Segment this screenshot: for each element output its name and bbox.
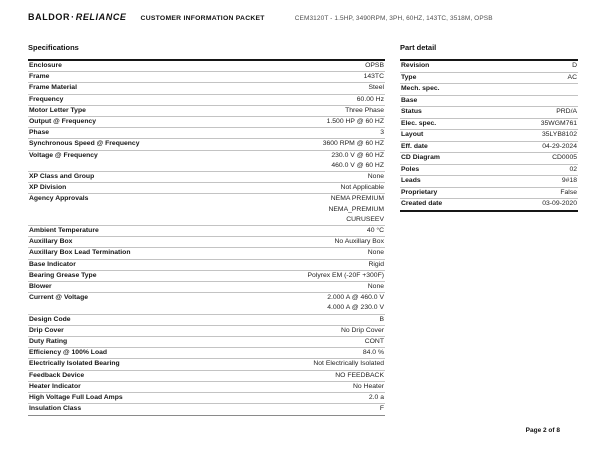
row-values [313,359,384,369]
table-row [28,371,385,382]
table-row [400,73,578,85]
table-row [28,337,385,348]
row-label: Efficiency @ 100% Load [29,349,108,357]
row-label: Motor Letter Type [29,106,86,114]
row-value: NEMA PREMIUM [330,195,384,203]
row-label: Created date [401,200,443,207]
row-values [369,393,384,403]
row-value: Three Phase [345,106,384,114]
table-row [400,176,578,188]
row-label: Proprietary [401,188,438,196]
row-value: 35LYB8102 [541,131,577,138]
table-row [28,282,385,293]
table-row [28,83,385,94]
row-values [542,142,577,153]
table-row [28,271,385,282]
row-label: Bearing Grease Type [29,271,97,279]
row-value: 2.000 A @ 460.0 V [327,294,384,302]
row-value: Not Electrically Isolated [313,360,384,368]
table-row [28,139,385,150]
row-values [357,95,384,105]
row-values [569,165,577,176]
row-value: 3 [380,129,384,137]
table-row [28,293,385,314]
table-row [400,84,578,96]
table-row [28,72,385,83]
row-value: NEMA_PREMIUM [328,205,384,213]
row-values [542,130,577,141]
row-value: No Auxillary Box [334,238,384,246]
table-row [28,382,385,393]
row-values [568,73,577,84]
row-label: Layout [401,131,424,138]
row-values [542,199,577,210]
row-values [363,348,384,358]
row-values [328,194,384,225]
row-value: PRD/A [556,108,577,115]
specifications-table [28,59,385,416]
row-values [368,172,384,182]
row-value: None [367,173,384,181]
row-values [323,139,384,149]
row-values [368,248,384,258]
row-label: Duty Rating [29,338,68,346]
table-row [28,117,385,128]
row-values [379,315,384,325]
row-label: Frequency [29,95,64,103]
row-value: B [379,315,384,323]
row-label: Frame [29,73,50,81]
table-row [28,326,385,337]
row-label: Synchronous Speed @ Frequency [29,140,140,148]
row-label: Heater Indicator [29,382,81,390]
row-value: Polyrex EM (-20F +300F) [307,271,384,279]
row-value: False [560,188,577,196]
page-header [28,12,580,22]
row-values [335,237,385,247]
table-row [28,194,385,226]
row-label: Feedback Device [29,371,85,379]
row-values [331,151,384,171]
table-row [400,119,578,131]
row-label: Enclosure [29,62,62,69]
row-label: Ambient Temperature [29,227,99,235]
row-value: 03-09-2020 [542,200,577,207]
row-value: AC [567,73,577,81]
row-value: F [379,405,384,413]
row-value: 02 [569,165,577,173]
row-value: 60.00 Hz [356,95,384,103]
page-number: Page 2 of 8 [525,427,560,434]
table-row [28,260,385,271]
row-value: No Drip Cover [340,326,384,334]
row-label: High Voltage Full Load Amps [29,394,123,402]
table-row [28,359,385,370]
table-row [28,226,385,237]
table-row [28,172,385,183]
row-value: 40 °C [366,227,384,235]
row-label: Leads [401,177,421,184]
table-row [28,237,385,248]
row-value: CURUSEEV [346,215,384,223]
row-value: 04-29-2024 [542,142,577,150]
row-value: D [572,62,577,69]
row-label: Mech. spec. [401,85,440,92]
row-label: Phase [29,129,50,137]
table-row [28,151,385,172]
table-row [400,61,578,73]
row-label: Drip Cover [29,326,64,334]
table-row [28,315,385,326]
row-value: Steel [368,84,384,92]
table-row [400,107,578,119]
table-row [28,393,385,404]
row-label: Revision [401,62,430,69]
row-label: Frame Material [29,84,77,92]
row-label: Status [401,108,422,115]
catalog-description: CEM3120T - 1.5HP, 3490RPM, 3PH, 60HZ, 143TC, 3518M, OPSB [294,15,493,22]
table-row [28,183,385,194]
logo-baldor: BALDOR [28,12,71,22]
row-values [364,72,384,82]
row-label: Current @ Voltage [29,294,88,302]
row-label: Type [401,73,417,81]
row-values [369,260,385,270]
row-value: No Heater [353,382,384,390]
table-row [400,188,578,200]
table-row [28,128,385,139]
row-label: Poles [401,165,420,173]
row-values [345,106,384,116]
row-values [335,371,384,381]
row-value: 4.000 A @ 230.0 V [327,304,384,312]
row-values [365,337,384,347]
row-value: CD0005 [552,154,577,161]
document-title: CUSTOMER INFORMATION PACKET [140,15,265,22]
table-row [28,61,385,72]
table-row [28,106,385,117]
row-values [327,293,384,313]
row-value: 1.500 HP @ 60 HZ [326,118,384,126]
row-value: 2.0 a [368,394,384,402]
row-values [552,153,577,164]
row-value: 143TC [363,73,384,81]
row-value: NO FEEDBACK [335,371,384,379]
row-value: 460.0 V @ 60 HZ [331,161,384,169]
row-value: None [367,249,384,257]
row-value: OPSB [365,62,384,69]
row-values [341,183,384,193]
table-row [400,153,578,165]
row-values [541,119,577,130]
row-values [341,326,384,336]
row-label: CD Diagram [401,154,440,161]
baldor-reliance-logo [28,12,127,22]
row-values [572,61,577,72]
row-values [367,226,384,236]
table-row [400,96,578,108]
table-row [28,348,385,359]
row-value: 230.0 V @ 60 HZ [331,151,384,159]
table-row [400,142,578,154]
row-values [353,382,384,392]
row-label: Base [401,96,418,104]
row-values [556,107,577,118]
row-values [560,188,577,199]
table-row [400,199,578,210]
row-value: 9#18 [561,177,577,184]
row-value: Rigid [368,260,384,268]
row-label: Blower [29,283,52,291]
row-values [562,176,577,187]
row-value: 3600 RPM @ 60 HZ [322,140,384,148]
logo-dot-separator: · [71,12,75,22]
row-values [308,271,385,281]
table-row [400,130,578,142]
row-label: Auxillary Box Lead Termination [29,249,131,257]
table-row [400,165,578,177]
row-label: XP Class and Group [29,173,95,181]
row-value: CONT [364,338,384,346]
row-values [365,61,384,71]
row-values [369,83,385,93]
row-label: Voltage @ Frequency [29,151,98,159]
row-value: None [367,283,384,291]
row-values [368,282,384,292]
row-value: Not Applicable [340,184,384,192]
row-label: Eff. date [401,142,428,150]
row-value: 35WGM761 [540,119,577,127]
row-label: XP Division [29,184,67,192]
row-values [327,117,384,127]
row-label: Elec. spec. [401,119,437,127]
row-label: Base Indicator [29,260,76,268]
row-values [380,128,384,138]
row-label: Output @ Frequency [29,118,97,126]
row-label: Design Code [29,315,71,323]
row-values [380,404,384,414]
part-detail-title: Part detail [400,43,437,52]
row-label: Auxillary Box [29,238,73,246]
table-row [28,95,385,106]
table-row [28,404,385,414]
specifications-title: Specifications [28,43,79,52]
part-detail-table [400,59,578,212]
row-label: Insulation Class [29,405,82,413]
row-value: 84.0 % [362,349,384,357]
table-row [28,248,385,259]
row-label: Agency Approvals [29,195,89,203]
logo-reliance: RELIANCE [75,12,127,22]
row-label: Electrically Isolated Bearing [29,360,120,368]
